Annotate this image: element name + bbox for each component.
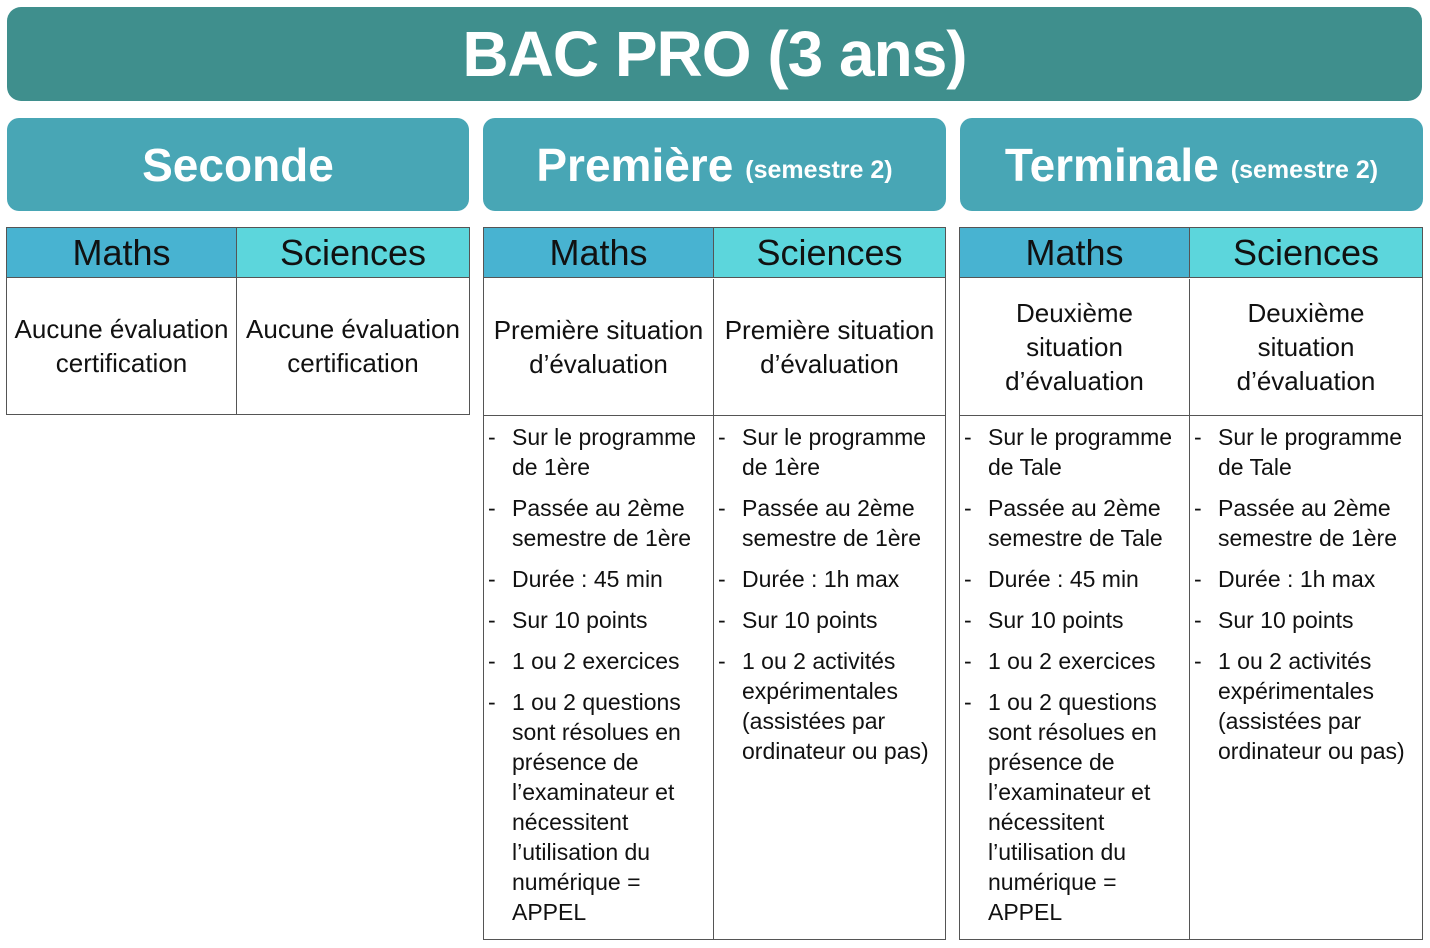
level-terminale bbox=[960, 118, 1423, 211]
seconde-maths-header: Maths bbox=[7, 228, 237, 278]
list-item-text: 1 ou 2 questions sont résolues en présence de l’examinateur et nécessitent l’utilisation du numérique = APPEL bbox=[512, 689, 681, 926]
list-item bbox=[964, 646, 1185, 676]
terminale-sciences-list bbox=[1190, 415, 1422, 939]
list-item bbox=[1194, 493, 1418, 553]
list-item-text: Passée au 2ème semestre de 1ère bbox=[1218, 495, 1397, 552]
bullet-marker: - bbox=[488, 424, 496, 451]
list-item bbox=[488, 646, 709, 676]
bullet-marker: - bbox=[964, 495, 972, 522]
bullet-marker: - bbox=[964, 689, 972, 716]
list-item bbox=[964, 493, 1185, 553]
terminale-maths-list bbox=[960, 415, 1190, 939]
bullet-marker: - bbox=[718, 424, 726, 451]
list-item bbox=[488, 422, 709, 482]
premiere-sciences-header: Sciences bbox=[714, 228, 945, 278]
list-item-text: Sur le programme de 1ère bbox=[742, 424, 927, 481]
level-seconde bbox=[7, 118, 469, 211]
bullet-marker: - bbox=[964, 648, 972, 675]
list-item bbox=[488, 605, 709, 635]
list-item bbox=[964, 687, 1185, 927]
list-item-text: 1 ou 2 exercices bbox=[988, 648, 1156, 675]
list-item bbox=[1194, 605, 1418, 635]
bullet-marker: - bbox=[1194, 424, 1202, 451]
premiere-maths-desc: Première situation d’évaluation bbox=[484, 279, 714, 415]
bullet-marker: - bbox=[1194, 607, 1202, 634]
list-item-text: 1 ou 2 activités expérimentales (assistées par ordinateur ou pas) bbox=[742, 648, 929, 765]
bullet-marker: - bbox=[488, 607, 496, 634]
premiere-sciences-desc: Première situation d’évaluation bbox=[724, 314, 935, 379]
list-item-text: Sur le programme de 1ère bbox=[512, 424, 697, 481]
list-item-text: Sur 10 points bbox=[1218, 607, 1354, 634]
terminale-maths-desc: Deuxième situation d’évaluation bbox=[960, 279, 1190, 415]
list-item bbox=[964, 422, 1185, 482]
list-item-text: Sur le programme de Tale bbox=[1218, 424, 1403, 481]
level-premiere-sub: (semestre 2) bbox=[745, 156, 893, 184]
level-terminale-label: Terminale bbox=[1004, 138, 1219, 191]
page-title: BAC PRO (3 ans) bbox=[7, 7, 1422, 101]
premiere-maths-list bbox=[484, 415, 714, 939]
premiere-table bbox=[483, 227, 946, 940]
bullet-marker: - bbox=[718, 607, 726, 634]
list-item bbox=[964, 605, 1185, 635]
premiere-sciences-list bbox=[714, 415, 945, 939]
seconde-sciences-header: Sciences bbox=[237, 228, 469, 278]
seconde-sciences-desc: Aucune évaluation certification bbox=[246, 314, 460, 378]
level-premiere-label: Première bbox=[536, 138, 734, 191]
list-item-text: 1 ou 2 questions sont résolues en présence de l’examinateur et nécessitent l’utilisation du numérique = APPEL bbox=[988, 689, 1157, 926]
list-item bbox=[488, 687, 709, 927]
terminale-maths-header: Maths bbox=[960, 228, 1190, 278]
list-item-text: Passée au 2ème semestre de Tale bbox=[988, 495, 1163, 552]
bullet-marker: - bbox=[488, 495, 496, 522]
list-item-text: Sur 10 points bbox=[742, 607, 878, 634]
list-item bbox=[1194, 564, 1418, 594]
list-item bbox=[488, 564, 709, 594]
list-item-text: 1 ou 2 activités expérimentales (assistées par ordinateur ou pas) bbox=[1218, 648, 1405, 765]
bullet-marker: - bbox=[718, 648, 726, 675]
list-item bbox=[718, 422, 941, 482]
bullet-marker: - bbox=[1194, 648, 1202, 675]
list-item-text: Durée : 45 min bbox=[512, 566, 663, 593]
list-item-text: 1 ou 2 exercices bbox=[512, 648, 680, 675]
premiere-maths-header: Maths bbox=[484, 228, 714, 278]
list-item-text: Durée : 1h max bbox=[1218, 566, 1376, 593]
bullet-marker: - bbox=[964, 607, 972, 634]
list-item bbox=[488, 493, 709, 553]
list-item bbox=[718, 605, 941, 635]
level-premiere bbox=[483, 118, 946, 211]
level-seconde-label: Seconde bbox=[142, 138, 334, 191]
bullet-marker: - bbox=[964, 424, 972, 451]
list-item-text: Passée au 2ème semestre de 1ère bbox=[742, 495, 921, 552]
terminale-table bbox=[959, 227, 1423, 940]
bullet-marker: - bbox=[718, 566, 726, 593]
bullet-marker: - bbox=[1194, 566, 1202, 593]
list-item bbox=[718, 493, 941, 553]
bullet-marker: - bbox=[718, 495, 726, 522]
terminale-sciences-desc: Deuxième situation d’évaluation bbox=[1236, 297, 1376, 396]
list-item-text: Durée : 45 min bbox=[988, 566, 1139, 593]
list-item bbox=[718, 564, 941, 594]
list-item bbox=[964, 564, 1185, 594]
list-item bbox=[718, 646, 941, 766]
list-item-text: Sur 10 points bbox=[988, 607, 1124, 634]
bullet-marker: - bbox=[964, 566, 972, 593]
seconde-table bbox=[6, 227, 470, 415]
list-item-text: Passée au 2ème semestre de 1ère bbox=[512, 495, 691, 552]
bullet-marker: - bbox=[488, 566, 496, 593]
bullet-marker: - bbox=[1194, 495, 1202, 522]
level-terminale-sub: (semestre 2) bbox=[1230, 156, 1379, 184]
seconde-maths-desc: Aucune évaluation certification bbox=[7, 278, 237, 414]
list-item-text: Durée : 1h max bbox=[742, 566, 900, 593]
bullet-marker: - bbox=[488, 689, 496, 716]
list-item bbox=[1194, 646, 1418, 766]
bullet-marker: - bbox=[488, 648, 496, 675]
terminale-sciences-header: Sciences bbox=[1190, 228, 1422, 278]
list-item-text: Sur 10 points bbox=[512, 607, 648, 634]
list-item-text: Sur le programme de Tale bbox=[988, 424, 1173, 481]
list-item bbox=[1194, 422, 1418, 482]
